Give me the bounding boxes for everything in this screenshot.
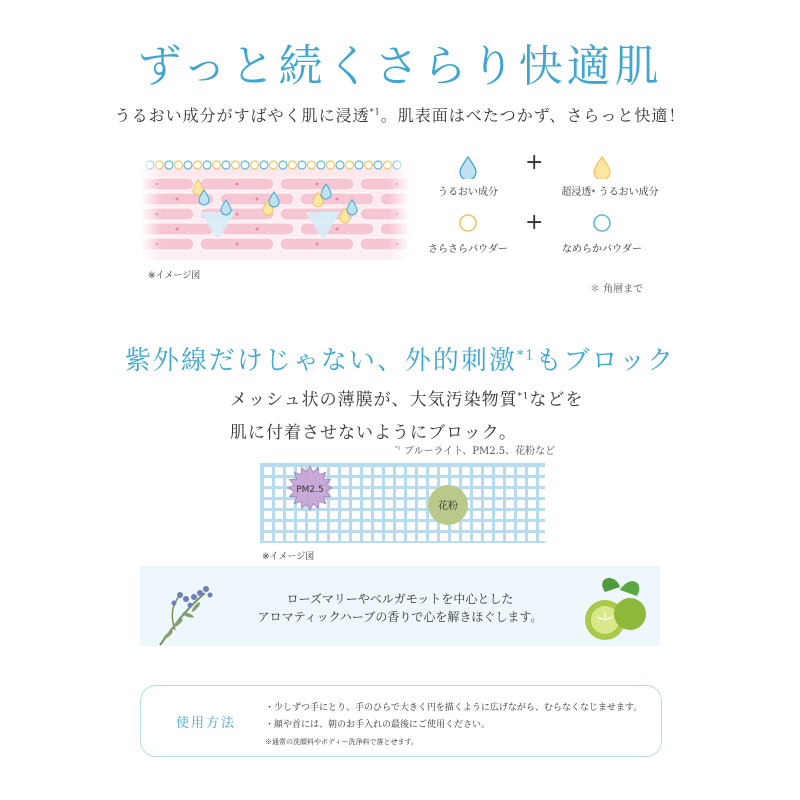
mesh-illustration <box>260 463 545 543</box>
skin-illustration <box>140 150 410 260</box>
mesh-cell <box>396 500 404 508</box>
mesh-cell <box>396 489 404 497</box>
mesh-cell <box>308 533 316 541</box>
mesh-cell <box>407 533 415 541</box>
mesh-cell <box>539 467 545 475</box>
mesh-cell <box>506 489 514 497</box>
mesh-cell <box>297 511 305 519</box>
mesh-cell <box>319 522 327 530</box>
legend-super-moisture-label <box>545 183 675 198</box>
moisture-subheading <box>0 103 800 126</box>
mesh-cell <box>517 489 525 497</box>
mesh-cell <box>341 522 349 530</box>
mesh-desc-rest: などを <box>529 390 584 410</box>
mesh-cell <box>264 467 272 475</box>
mesh-cell <box>341 478 349 486</box>
mesh-cell <box>363 533 371 541</box>
mesh-cell <box>407 522 415 530</box>
mesh-cell <box>407 467 415 475</box>
mesh-cell <box>429 522 437 530</box>
mesh-footnote-sup: *1 <box>395 445 401 452</box>
mesh-cell <box>528 467 536 475</box>
mesh-cell <box>286 511 294 519</box>
mesh-cell <box>484 533 492 541</box>
legend-nameraka-powder-label: なめらかパウダー <box>562 244 642 255</box>
mesh-cell <box>396 533 404 541</box>
plus-icon: + <box>525 210 544 235</box>
mesh-cell <box>506 467 514 475</box>
mesh-cell <box>396 467 404 475</box>
mesh-cell <box>484 467 492 475</box>
silky-powder-circle-icon <box>592 213 612 233</box>
aroma-line1: ローズマリーやベルガモットを中心とした <box>286 592 514 606</box>
legend-sara-powder-label: さらさらパウダー <box>428 244 508 255</box>
rosemary-icon <box>150 575 225 650</box>
image-note-2: ※イメージ図 <box>262 552 315 562</box>
mesh-cell <box>352 511 360 519</box>
image-note-1: ※イメージ図 <box>148 271 201 281</box>
mesh-cell <box>517 467 525 475</box>
mesh-cell <box>363 511 371 519</box>
main-heading: ずっと続くさらり快適肌 <box>137 41 663 92</box>
mesh-cell <box>462 478 470 486</box>
mesh-cell <box>308 511 316 519</box>
mesh-cell <box>286 500 294 508</box>
aroma-text <box>250 590 550 626</box>
mesh-cell <box>396 522 404 530</box>
mesh-cell <box>385 478 393 486</box>
mesh-cell <box>374 533 382 541</box>
mesh-cell <box>374 489 382 497</box>
mesh-cell <box>341 511 349 519</box>
mesh-cell <box>539 500 545 508</box>
plus-icon: + <box>525 150 544 175</box>
mesh-cell <box>341 533 349 541</box>
mesh-cell <box>418 489 426 497</box>
mesh-cell <box>374 522 382 530</box>
mesh-cell <box>495 500 503 508</box>
mesh-cell <box>264 522 272 530</box>
mesh-cell <box>374 467 382 475</box>
mesh-cell <box>330 489 338 497</box>
mesh-cell <box>528 500 536 508</box>
mesh-cell <box>517 478 525 486</box>
super-moisture-drop-icon <box>592 155 612 179</box>
mesh-cell <box>473 511 481 519</box>
mesh-cell <box>352 500 360 508</box>
moisture-subheading-main: うるおい成分がすばやく肌に浸透 <box>114 106 370 125</box>
mesh-cell <box>385 467 393 475</box>
mesh-cell <box>407 489 415 497</box>
mesh-cell <box>418 511 426 519</box>
mesh-cell <box>440 533 448 541</box>
mesh-cell <box>440 478 448 486</box>
mesh-cell <box>385 522 393 530</box>
mesh-cell <box>539 522 545 530</box>
mesh-cell <box>330 467 338 475</box>
mesh-cell <box>264 500 272 508</box>
mesh-cell <box>473 489 481 497</box>
mesh-cell <box>495 489 503 497</box>
mesh-cell <box>451 467 459 475</box>
mesh-cell <box>440 467 448 475</box>
pollen-label: 花粉 <box>438 501 458 512</box>
mesh-cell <box>363 522 371 530</box>
legend-footnote: ＊ 角層まで <box>590 284 644 295</box>
mesh-cell <box>473 467 481 475</box>
mesh-cell <box>418 522 426 530</box>
legend-super-mark: * <box>591 188 596 197</box>
mesh-cell <box>385 533 393 541</box>
mesh-cell <box>517 500 525 508</box>
mesh-cell <box>275 467 283 475</box>
mesh-cell <box>374 500 382 508</box>
mesh-cell <box>275 533 283 541</box>
mesh-cell <box>517 522 525 530</box>
mesh-cell <box>385 489 393 497</box>
mesh-cell <box>418 478 426 486</box>
mesh-cell <box>286 522 294 530</box>
mesh-cell <box>539 533 545 541</box>
mesh-cell <box>462 533 470 541</box>
mesh-cell <box>407 478 415 486</box>
mesh-cell <box>506 478 514 486</box>
mesh-cell <box>528 511 536 519</box>
mesh-cell <box>462 522 470 530</box>
mesh-cell <box>352 467 360 475</box>
legend-super-label: うるおい成分 <box>598 187 659 198</box>
mesh-cell <box>495 511 503 519</box>
mesh-cell <box>451 533 459 541</box>
mesh-cell <box>506 522 514 530</box>
mesh-cell <box>341 467 349 475</box>
mesh-cell <box>352 489 360 497</box>
mesh-cell <box>319 511 327 519</box>
moisture-subheading-rest: 。肌表面はべたつかず、さらっと快適！ <box>380 106 686 125</box>
mesh-description-line2: 肌に付着させないようにブロック。 <box>230 423 517 443</box>
mesh-cell <box>363 467 371 475</box>
mesh-footnote-text: ブルーライト、PM2.5、花粉など <box>403 446 556 457</box>
mesh-cell <box>275 500 283 508</box>
mesh-cell <box>473 500 481 508</box>
bergamot-icon <box>575 572 650 647</box>
mesh-cell <box>429 533 437 541</box>
mesh-cell <box>506 500 514 508</box>
mesh-cell <box>341 500 349 508</box>
mesh-cell <box>264 533 272 541</box>
mesh-cell <box>539 511 545 519</box>
mesh-cell <box>286 467 294 475</box>
mesh-cell <box>407 500 415 508</box>
mesh-cell <box>396 478 404 486</box>
mesh-cell <box>330 522 338 530</box>
mesh-cell <box>484 489 492 497</box>
block-heading-main: 紫外線だけじゃない、外的刺激 <box>124 346 517 376</box>
mesh-cell <box>473 522 481 530</box>
mesh-cell <box>352 478 360 486</box>
mesh-cell <box>418 467 426 475</box>
mesh-cell <box>418 500 426 508</box>
legend-super-prefix: 超浸透 <box>561 187 592 198</box>
mesh-cell <box>264 489 272 497</box>
mesh-cell <box>429 467 437 475</box>
mesh-cell <box>385 500 393 508</box>
mesh-footnote <box>395 442 555 457</box>
mesh-cell <box>330 533 338 541</box>
mesh-description-line1 <box>230 385 583 410</box>
block-heading-sup: *1 <box>516 348 536 364</box>
mesh-cell <box>275 522 283 530</box>
pm25-label: PM2.5 <box>296 485 324 495</box>
mesh-cell <box>484 522 492 530</box>
mesh-cell <box>275 478 283 486</box>
usage-title: 使用方法 <box>176 716 237 731</box>
mesh-cell <box>528 478 536 486</box>
mesh-cell <box>495 478 503 486</box>
mesh-cell <box>363 489 371 497</box>
mesh-cell <box>352 522 360 530</box>
mesh-cell <box>308 522 316 530</box>
mesh-cell <box>352 533 360 541</box>
mesh-cell <box>341 489 349 497</box>
moisture-subheading-sup: *1 <box>369 107 381 117</box>
mesh-cell <box>473 533 481 541</box>
usage-note: ※通常の洗顔料やボディー洗浄料で落とせます。 <box>265 738 418 746</box>
mesh-cell <box>528 522 536 530</box>
mesh-cell <box>495 533 503 541</box>
block-heading-rest: もブロック <box>535 346 676 376</box>
mesh-cell <box>429 478 437 486</box>
usage-text <box>265 700 642 751</box>
mesh-desc-main: メッシュ状の薄膜が、大気汚染物質 <box>230 390 518 410</box>
mesh-cell <box>495 467 503 475</box>
mesh-cell <box>286 533 294 541</box>
mesh-cell <box>506 511 514 519</box>
mesh-cell <box>363 478 371 486</box>
mesh-cell <box>330 511 338 519</box>
mesh-cell <box>396 511 404 519</box>
aroma-line2: アロマティックハーブの香りで心を解きほぐします。 <box>257 610 543 624</box>
mesh-cell <box>517 533 525 541</box>
mesh-cell <box>418 533 426 541</box>
mesh-cell <box>374 478 382 486</box>
block-heading <box>0 340 800 377</box>
mesh-cell <box>363 500 371 508</box>
mesh-cell <box>484 478 492 486</box>
mesh-cell <box>528 533 536 541</box>
mesh-cell <box>517 511 525 519</box>
mesh-cell <box>330 500 338 508</box>
usage-line1: ・少しずつ手にとり、手のひらで大きく円を描くように広げながら、むらなくなじませます。 <box>265 703 643 713</box>
mesh-cell <box>451 478 459 486</box>
mesh-cell <box>484 511 492 519</box>
mesh-cell <box>528 489 536 497</box>
mesh-desc-sup: *1 <box>517 391 530 402</box>
mesh-cell <box>385 511 393 519</box>
mesh-cell <box>495 522 503 530</box>
mesh-cell <box>462 467 470 475</box>
mesh-cell <box>319 533 327 541</box>
mesh-cell <box>275 511 283 519</box>
mesh-cell <box>297 522 305 530</box>
usage-line2: ・顔や首には、朝のお手入れの最後にご使用ください。 <box>265 720 491 730</box>
mesh-cell <box>264 478 272 486</box>
mesh-cell <box>275 489 283 497</box>
legend-moisture-label: うるおい成分 <box>438 187 498 198</box>
mesh-cell <box>484 500 492 508</box>
mesh-cell <box>297 533 305 541</box>
smooth-powder-circle-icon <box>458 213 478 233</box>
mesh-cell <box>407 511 415 519</box>
mesh-cell <box>374 511 382 519</box>
mesh-cell <box>539 478 545 486</box>
mesh-cell <box>264 511 272 519</box>
moisture-drop-icon <box>458 155 478 179</box>
mesh-cell <box>473 478 481 486</box>
mesh-cell <box>506 533 514 541</box>
mesh-cell <box>539 489 545 497</box>
